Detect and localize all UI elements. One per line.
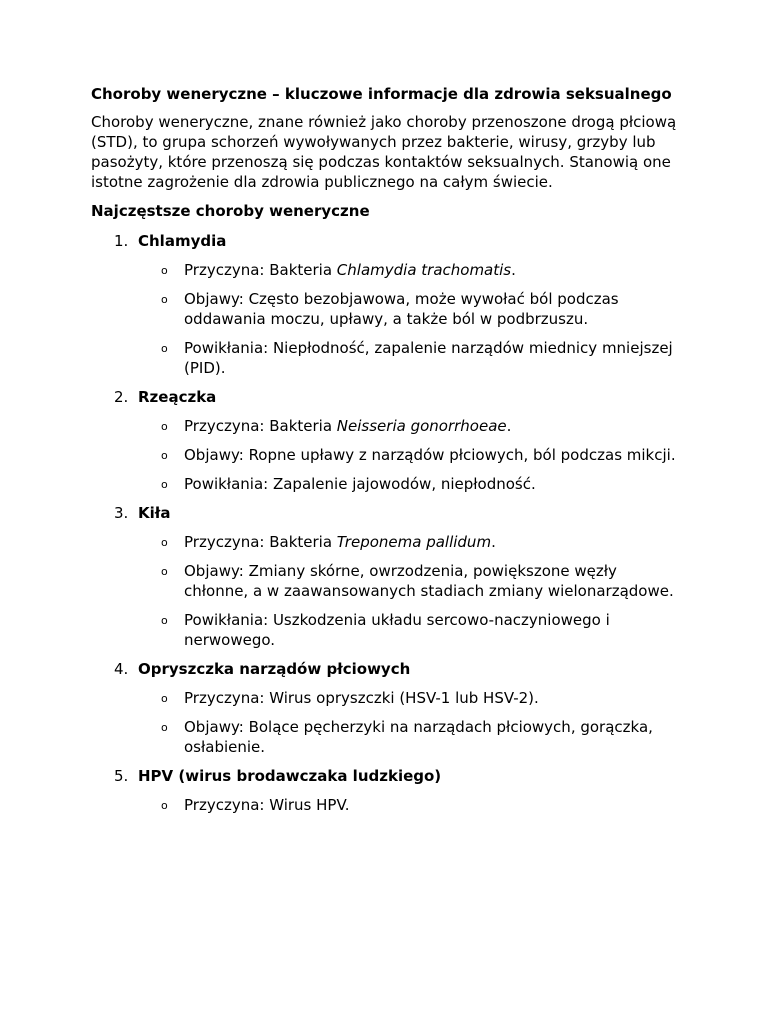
bullet-circle-icon: o — [161, 293, 168, 306]
bullet-item — [138, 561, 681, 601]
section-heading: Najczęstsze choroby weneryczne — [91, 202, 370, 220]
disease-item — [91, 231, 681, 378]
bullet-circle-icon: o — [161, 420, 168, 433]
bullet-text: Powikłania: Zapalenie jajowodów, niepłodność. — [184, 475, 536, 493]
bullet-text: Powikłania: Niepłodność, zapalenie narządów miednicy mniejszej (PID). — [184, 339, 673, 377]
bullet-item — [138, 717, 681, 757]
disease-name: Kiła — [138, 504, 171, 522]
disease-name: Opryszczka narządów płciowych — [138, 660, 411, 678]
bullet-text: Objawy: Ropne upławy z narządów płciowych, ból podczas mikcji. — [184, 446, 676, 464]
bullet-item — [138, 532, 681, 552]
bullet-text: Objawy: Często bezobjawowa, może wywołać ból podczas oddawania moczu, upławy, a także ból w podbrzuszu. — [184, 290, 619, 328]
bullet-circle-icon: o — [161, 614, 168, 627]
bullet-text: Objawy: Zmiany skórne, owrzodzenia, powiększone węzły chłonne, a w zaawansowanych stadiach zmiany wielonarządowe. — [184, 562, 674, 600]
bullet-item — [138, 474, 681, 494]
bullet-text: Przyczyna: Bakteria — [184, 417, 337, 435]
disease-item — [91, 503, 681, 650]
bullet-item — [138, 445, 681, 465]
disease-number: 3. — [114, 504, 129, 522]
bullet-circle-icon: o — [161, 264, 168, 277]
bullet-text: Przyczyna: Wirus opryszczki (HSV-1 lub HSV-2). — [184, 689, 539, 707]
bullet-list — [138, 416, 681, 494]
disease-number: 4. — [114, 660, 129, 678]
document-title: Choroby weneryczne – kluczowe informacje dla zdrowia seksualnego — [91, 85, 672, 103]
bullet-text: Objawy: Bolące pęcherzyki na narządach płciowych, gorączka, osłabienie. — [184, 718, 653, 756]
disease-heading — [114, 659, 681, 679]
bullet-item — [138, 610, 681, 650]
bullet-item — [138, 795, 681, 815]
scientific-name: Treponema pallidum — [336, 533, 492, 551]
bullet-text: Przyczyna: Bakteria — [184, 261, 337, 279]
disease-number: 1. — [114, 232, 129, 250]
bullet-list — [138, 260, 681, 378]
bullet-text: Przyczyna: Wirus HPV. — [184, 796, 350, 814]
bullet-list — [138, 688, 681, 757]
bullet-item — [138, 688, 681, 708]
disease-item — [91, 766, 681, 815]
bullet-item — [138, 416, 681, 436]
disease-heading — [114, 231, 681, 251]
bullet-circle-icon: o — [161, 536, 168, 549]
bullet-item — [138, 260, 681, 280]
disease-item — [91, 387, 681, 494]
disease-heading — [114, 387, 681, 407]
disease-name: Rzeączka — [138, 388, 217, 406]
bullet-circle-icon: o — [161, 449, 168, 462]
disease-list — [91, 231, 681, 815]
bullet-circle-icon: o — [161, 721, 168, 734]
disease-item — [91, 659, 681, 757]
disease-name: HPV (wirus brodawczaka ludzkiego) — [138, 767, 442, 785]
bullet-text: Przyczyna: Bakteria — [184, 533, 337, 551]
bullet-text-suffix: . — [506, 417, 512, 435]
bullet-item — [138, 289, 681, 329]
disease-number: 5. — [114, 767, 129, 785]
bullet-text: Powikłania: Uszkodzenia układu sercowo-naczyniowego i nerwowego. — [184, 611, 610, 649]
scientific-name: Chlamydia trachomatis — [336, 261, 512, 279]
disease-heading — [114, 503, 681, 523]
bullet-circle-icon: o — [161, 799, 168, 812]
document-page — [91, 84, 681, 824]
disease-number: 2. — [114, 388, 129, 406]
disease-name: Chlamydia — [138, 232, 227, 250]
bullet-circle-icon: o — [161, 565, 168, 578]
intro-paragraph: Choroby weneryczne, znane również jako choroby przenoszone drogą płciową (STD), to grupa schorzeń wywoływanych przez bakterie, wirusy, grzyby lub pasożyty, które przenoszą się podczas kontaktów seksualnych. Stanowią one istotne zagrożenie dla zdrowia publicznego na całym świecie. — [91, 113, 677, 191]
bullet-text-suffix: . — [491, 533, 496, 551]
bullet-text-suffix: . — [511, 261, 516, 279]
bullet-circle-icon: o — [161, 692, 168, 705]
bullet-list — [138, 795, 681, 815]
bullet-circle-icon: o — [161, 478, 168, 491]
bullet-circle-icon: o — [161, 342, 168, 355]
disease-heading — [114, 766, 681, 786]
scientific-name: Neisseria gonorrhoeae — [336, 417, 507, 435]
bullet-item — [138, 338, 681, 378]
bullet-list — [138, 532, 681, 650]
